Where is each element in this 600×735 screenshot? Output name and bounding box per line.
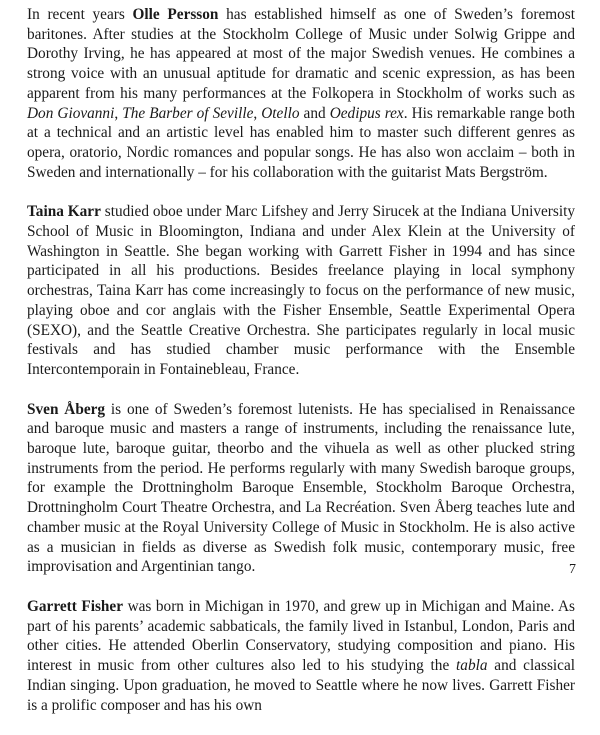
document-page — [27, 5, 575, 735]
paragraph-text: studied oboe under Marc Lifshey and Jerry Sirucek at the Indiana University School of Music in Bloomington, Indiana and under Alex Klein at the University of Washington in Seattle. She began working with Garrett Fisher in 1994 and has since participated in all his productions. Besides freelance playing in local symphony orchestras, Taina Karr has come increasingly to focus on the performance of new music, playing oboe and cor anglais with the Fisher Ensemble, Seattle Experimental Opera (SEXO), and the Seattle Creative Orchestra. She participates regularly in local music festivals and has studied chamber music performance with the Ensemble Intercontemporain in Fontainebleau, France. — [27, 203, 575, 378]
paragraph-text: . His remarkable range both at a technical and an artistic level has enabled him to master such different genres as opera, oratorio, Nordic romances and popular songs. He has also won acclaim – both in Sweden and internationally – for his collaboration with the guitarist Mats Bergström. — [27, 104, 575, 181]
paragraph-text: has established himself as one of Sweden’s foremost baritones. After studies at the Stockholm College of Music under Solwig Grippe and Dorothy Irving, he has appeared at most of the major Swedish venues. He combines a strong voice with an unusual aptitude for dramatic and scenic expression, as has been apparent from his many performances at the Folkopera in Stockholm of works such as — [27, 6, 575, 102]
work-title: Otello — [261, 104, 300, 122]
paragraph-text: In recent years — [27, 6, 133, 23]
person-name: Olle Persson — [132, 6, 219, 23]
bio-paragraph-sven-aberg — [27, 400, 575, 577]
work-title: Oedipus rex — [329, 104, 404, 122]
bio-paragraph-garrett-fisher — [27, 597, 575, 715]
page-number: 7 — [569, 562, 576, 577]
work-title: The Barber of Seville — [122, 104, 254, 122]
bio-paragraph-taina-karr — [27, 202, 575, 379]
bio-paragraph-olle-persson — [27, 5, 575, 182]
paragraph-text: and classical Indian singing. Upon graduation, he moved to Seattle where he now lives. Garrett Fisher is a prolific composer and has his own — [27, 657, 575, 714]
work-title: tabla — [456, 657, 488, 675]
paragraph-text: is one of Sweden’s foremost lutenists. He has specialised in Renaissance and baroque music and masters a range of instruments, including the renaissance lute, baroque lute, baroque guitar, theorbo and the vihuela as well as other plucked string instruments from the period. He performs regularly with many Swedish baroque groups, for example the Drottningholm Baroque Ensemble, Stockholm Baroque Orchestra, Drottningholm Court Theatre Orchestra, and La Recréation. Sven Åberg teaches lute and chamber music at the Royal University College of Music in Stockholm. He is also active as a musician in fields as diverse as Swedish folk music, contemporary music, free improvisation and Argentinian tango. — [27, 400, 575, 576]
paragraph-text: was born in Michigan in 1970, and grew up in Michigan and Maine. As part of his parents’ academic sabbaticals, the family lived in Istanbul, London, Paris and other cities. He attended Oberlin Conservatory, studying composition and piano. His interest in music from other cultures also led to his studying the — [27, 597, 575, 675]
person-name: Garrett Fisher — [27, 597, 124, 615]
paragraph-text: , — [253, 104, 262, 122]
person-name: Taina Karr — [27, 203, 101, 221]
paragraph-text: and — [299, 104, 330, 122]
person-name: Sven Åberg — [27, 400, 106, 418]
paragraph-text: , — [114, 104, 123, 122]
work-title: Don Giovanni — [27, 104, 115, 122]
